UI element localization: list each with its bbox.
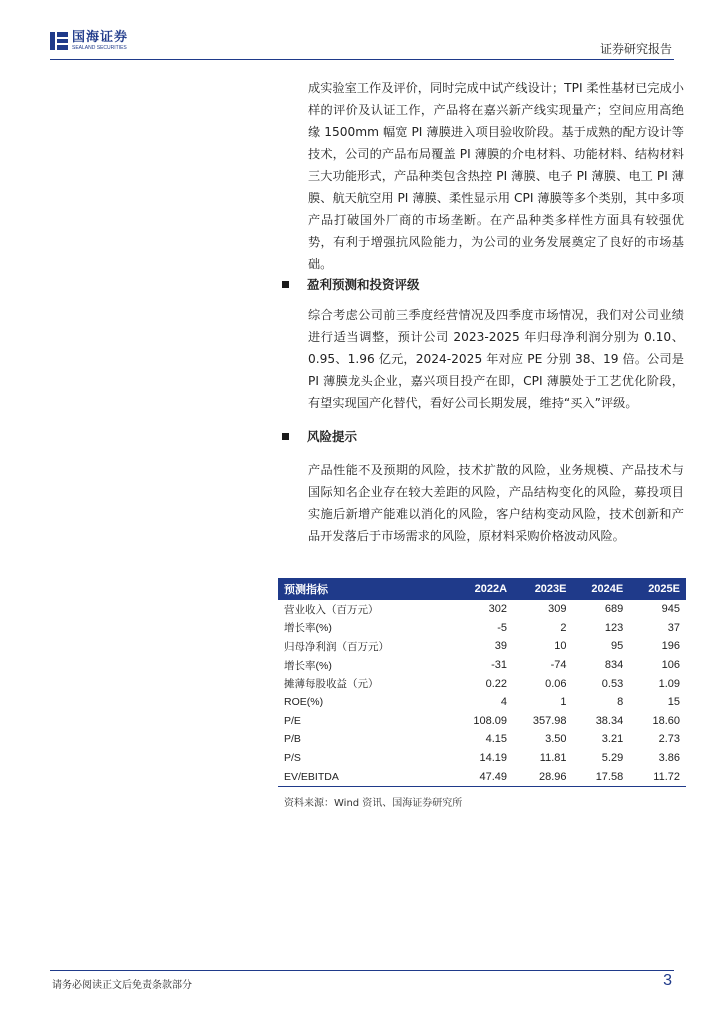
logo-text-en: SEALAND SECURITIES (72, 45, 127, 51)
value-cell: 37 (667, 621, 680, 634)
square-bullet-icon (282, 281, 289, 288)
footer-disclaimer: 请务必阅读正文后免责条款部分 (52, 980, 192, 991)
row-label-cell: P/E (284, 714, 301, 727)
table-row (278, 749, 686, 768)
value-cell: 18.60 (652, 714, 680, 727)
table-header-row (278, 578, 686, 600)
page-number: 3 (663, 972, 672, 989)
logo-icon (50, 32, 68, 50)
value-cell: 4 (500, 696, 508, 709)
row-label-cell: ROE(%) (284, 696, 324, 709)
header-divider (50, 59, 674, 60)
company-logo (50, 31, 128, 51)
value-cell: 10 (554, 640, 567, 653)
row-label-cell: P/S (284, 752, 301, 765)
value-cell: 123 (604, 621, 624, 634)
value-cell: 106 (661, 659, 680, 672)
section-title: 盈利预测和投资评级 (307, 277, 420, 292)
intro-text: 成实验室工作及评价，同时完成中试产线设计；TPI 柔性基材已完成小样的评价及认证工作，产品将在嘉兴新产线实现量产；空间应用高绝缘 1500mm 幅宽 PI 薄膜进入项目验收阶段。基于成熟的配方设计等技术，公司的产品布局覆盖 PI 薄膜的介电材料、功能材料、结构材料三大功能形式，产品种类包含热控 PI 薄膜、电子 PI 薄膜、电工 PI 薄膜、航天航空用 PI 薄膜、柔性显示用 CPI 薄膜等多个类别，其中多项产品打破国外厂商的市场垄断。在产品种类多样性方面具有较强优势，有利于增强抗风险能力，为公司的业务发展奠定了良好的市场基础。 (308, 81, 684, 271)
section-heading-risk (282, 427, 357, 445)
section-heading-rating (282, 275, 420, 293)
row-label-cell: 归母净利润（百万元） (284, 640, 389, 653)
table-row (278, 637, 686, 656)
forecast-table (278, 578, 686, 787)
value-cell: 14.19 (479, 752, 508, 765)
value-cell: 5.29 (601, 752, 624, 765)
value-cell: 15 (667, 696, 680, 709)
value-cell: 3.50 (545, 733, 567, 746)
value-cell: 95 (610, 640, 624, 653)
row-label-cell: 增长率(%) (284, 659, 332, 672)
row-label-cell: 营业收入（百万元） (284, 603, 379, 616)
report-type: 证券研究报告 (599, 42, 672, 56)
value-cell: 834 (604, 659, 624, 672)
value-cell: -5 (497, 621, 508, 634)
square-bullet-icon (282, 433, 289, 440)
section-title: 风险提示 (307, 429, 358, 444)
value-cell: 2.73 (658, 733, 680, 746)
value-cell: 4.15 (485, 733, 508, 746)
row-label-cell: 增长率(%) (284, 622, 332, 635)
value-cell: 357.98 (532, 714, 567, 727)
value-cell: 1.09 (658, 677, 680, 690)
row-label-cell: P/B (284, 733, 301, 746)
row-label-cell: 摊薄每股收益（元） (284, 678, 379, 691)
risk-text: 产品性能不及预期的风险，技术扩散的风险，业务规模、产品技术与国际知名企业存在较大差距的风险，产品结构变化的风险，募投项目实施后新增产能难以消化的风险，客户结构变动风险，技术创新和产品开发落后于市场需求的风险，原材料采购价格波动风险。 (308, 463, 684, 543)
value-cell: 47.49 (454, 767, 513, 786)
value-cell: 196 (661, 640, 680, 653)
value-cell: 0.53 (601, 677, 624, 690)
value-cell: 38.34 (595, 714, 624, 727)
table-header-cell: 2023E (513, 578, 572, 600)
rating-text: 综合考虑公司前三季度经营情况及四季度市场情况，我们对公司业绩进行适当调整，预计公司 2023-2025 年归母净利润分别为 0.10、0.95、1.96 亿元，2024-2025 年对应 PE 分别 38、19 倍。公司是 PI 薄膜龙头企业，嘉兴项目投产在即，CPI 薄膜处于工艺优化阶段，有望实现国产化替代，看好公司长期发展，维持“买入”评级。 (308, 308, 684, 410)
table-header-cell: 2025E (629, 578, 686, 600)
table-row (278, 767, 686, 786)
table-row (278, 674, 686, 693)
table-row (278, 656, 686, 675)
value-cell: 0.22 (485, 677, 508, 690)
value-cell: -31 (491, 659, 508, 672)
table-row (278, 619, 686, 638)
value-cell: 2 (560, 621, 567, 634)
value-cell: 945 (661, 603, 680, 616)
value-cell: 3.21 (601, 733, 624, 746)
value-cell: 28.96 (513, 767, 572, 786)
table-source: 资料来源：Wind 资讯、国海证券研究所 (284, 798, 463, 809)
value-cell: 1 (560, 696, 567, 709)
value-cell: 3.86 (658, 752, 680, 765)
value-cell: 11.81 (539, 752, 567, 765)
table-header-cell: 2022A (454, 578, 513, 600)
table-header-cell: 2024E (573, 578, 630, 600)
value-cell: -74 (550, 659, 567, 672)
footer-divider (50, 970, 674, 971)
risk-paragraph (308, 459, 684, 547)
value-cell: 0.06 (545, 677, 567, 690)
value-cell: 302 (488, 603, 508, 616)
value-cell: 689 (604, 603, 624, 616)
rating-paragraph (308, 304, 684, 414)
value-cell: 108.09 (473, 714, 508, 727)
table-row (278, 693, 686, 712)
table-row (278, 712, 686, 731)
table-header-cell: 预测指标 (278, 578, 454, 600)
value-cell: 11.72 (629, 767, 686, 786)
value-cell: 309 (548, 603, 567, 616)
table-row (278, 730, 686, 749)
intro-paragraph (308, 77, 684, 275)
logo-text-cn: 国海证券 (72, 30, 129, 45)
row-label-cell: EV/EBITDA (278, 767, 454, 786)
table-row (278, 600, 686, 619)
value-cell: 17.58 (573, 767, 630, 786)
value-cell: 39 (494, 640, 508, 653)
value-cell: 8 (617, 696, 624, 709)
